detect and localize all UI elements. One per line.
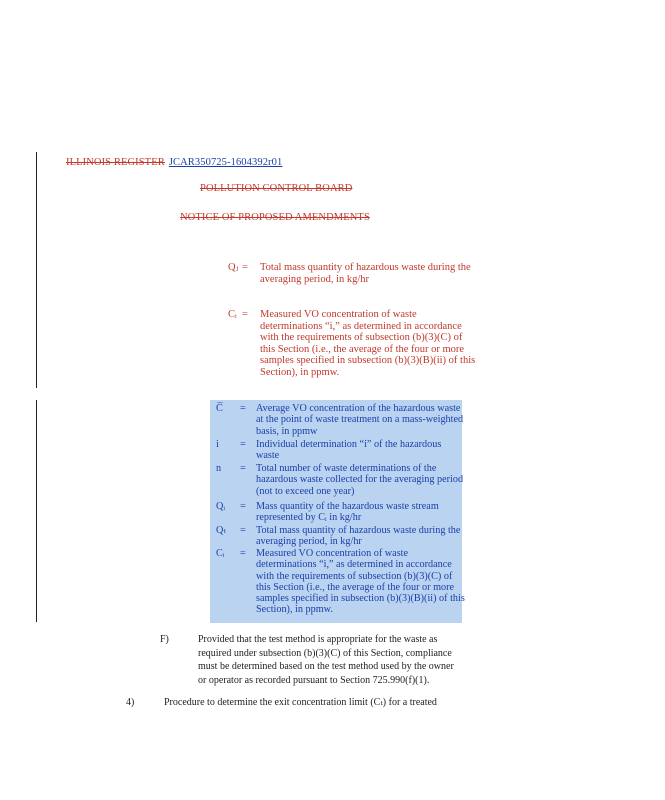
def-symbol: Qₜ — [216, 525, 226, 536]
def-text: Individual determination “i” of the hazardous waste — [256, 439, 442, 462]
def-symbol: n — [216, 463, 222, 474]
paragraph-f-label: F) — [160, 634, 169, 645]
paragraph-f — [160, 633, 480, 687]
inserted-def-ci — [216, 548, 465, 622]
inserted-definitions-box — [210, 400, 465, 623]
def-equals: = — [240, 525, 246, 536]
register-id: JCAR350725-1604392r01 — [168, 157, 283, 168]
paragraph-4 — [126, 696, 486, 710]
change-bar-top — [36, 152, 37, 388]
paragraph-4-text: Procedure to determine the exit concentration limit (Cₜ) for a treated — [164, 697, 437, 708]
def-equals: = — [242, 262, 248, 273]
inserted-def-i — [216, 439, 462, 462]
def-equals: = — [240, 463, 246, 474]
def-symbol: i — [216, 439, 219, 450]
inserted-def-n — [216, 463, 462, 498]
def-symbol: Qᵢ — [216, 501, 226, 512]
def-equals: = — [240, 403, 246, 414]
def-text: Total mass quantity of hazardous waste during the averaging period, in kg/hr — [256, 525, 461, 548]
def-symbol: Qⱼ — [228, 262, 239, 273]
def-text: Total mass quantity of hazardous waste during the averaging period, in kg/hr — [260, 262, 471, 285]
def-text: Average VO concentration of the hazardous waste at the point of waste treatment on a mass-weighted basis, in ppmw — [256, 403, 464, 437]
inserted-def-qi — [216, 501, 462, 524]
register-title: ILLINOIS REGISTER — [66, 157, 165, 168]
def-text: Measured VO concentration of waste determinations “i,” as determined in accordance with the requirements of subsection (b)(3)(C) of this Section (i.e., the average of the four or more samples specified in subsection (b)(3)(B)(ii) of this Section), in ppmw. — [256, 548, 465, 616]
def-text: Measured VO concentration of waste determinations “i,” as determined in accordance with the requirements of subsection (b)(3)(C) of this Section (i.e., the average of the four or more samples specified in subsection (b)(3)(B)(ii) of this Section), in ppmw. — [260, 309, 476, 378]
change-bar-bottom — [36, 400, 37, 622]
deleted-def-ci — [228, 309, 528, 389]
paragraph-4-label: 4) — [126, 697, 135, 708]
deleted-def-qt — [228, 262, 528, 292]
def-symbol: C̅ — [216, 403, 223, 414]
def-text: Mass quantity of the hazardous waste stream represented by Cᵢ in kg/hr — [256, 501, 439, 524]
inserted-def-cbar — [216, 403, 462, 439]
def-equals: = — [242, 309, 248, 320]
board-title: POLLUTION CONTROL BOARD — [200, 183, 353, 194]
def-symbol: Cᵢ — [228, 309, 237, 320]
inserted-def-qt — [216, 525, 462, 548]
def-text: Total number of waste determinations of the hazardous waste collected for the averaging period (not to exceed one year) — [256, 463, 464, 497]
def-equals: = — [240, 548, 246, 559]
def-symbol: Cᵢ — [216, 548, 225, 559]
paragraph-f-text: Provided that the test method is appropriate for the waste as required under subsection (b)(3)(C) of this Section, compliance must be determined based on the test method used by the owner or operator as recorded pursuant to Section 725.990(f)(1). — [198, 634, 454, 686]
notice-title: NOTICE OF PROPOSED AMENDMENTS — [180, 212, 370, 223]
register-header — [66, 157, 282, 168]
def-equals: = — [240, 501, 246, 512]
def-equals: = — [240, 439, 246, 450]
